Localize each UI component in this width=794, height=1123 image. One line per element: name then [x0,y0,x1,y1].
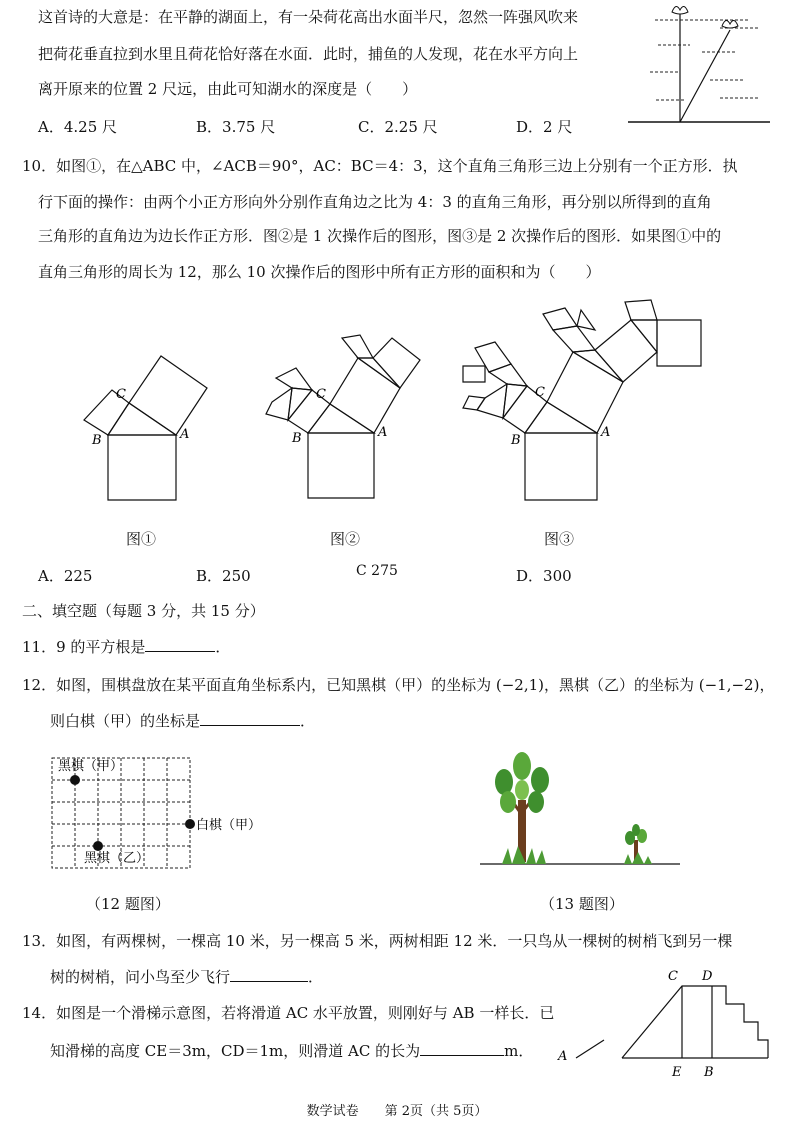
pythagoras-figure-1 [70,340,230,510]
two-trees-figure [480,740,680,870]
vertex-c-label: C [316,387,326,402]
q13-line-1: 13．如图，有两棵树，一棵高 10 米，另一棵高 5 米，两树相距 12 米．一只鸟从一棵树的树梢飞到另一棵 [22,932,733,950]
point-c-label: C [668,969,678,984]
q9-option-d: D．2 尺 [516,118,573,136]
black-jia-label: 黑棋（甲） [58,759,124,774]
q9-option-b: B．3.75 尺 [196,118,276,136]
point-d-label: D [702,969,713,984]
fig1-caption: 图① [126,530,157,548]
black-piece-jia [70,775,80,785]
vertex-a-label: A [378,425,388,440]
q14-line-1: 14．如图是一个滑梯示意图，若将滑道 AC 水平放置，则刚好与 AB 一样长．已 [22,1004,555,1022]
pythagoras-figure-2 [250,320,450,510]
point-e-label: E [672,1065,682,1080]
q9-option-c: C．2.25 尺 [358,118,438,136]
q9-option-a: A．4.25 尺 [38,118,117,136]
point-b-label: B [704,1065,714,1080]
q9-line-1: 这首诗的大意是：在平静的湖面上，有一朵荷花高出水面半尺，忽然一阵强风吹来 [38,8,579,26]
lotus-flower-icon [672,6,738,28]
vertex-a-label: A [180,427,190,442]
q13-caption: （13 题图） [540,895,624,913]
q10-line-2: 行下面的操作：由两个小正方形向外分别作直角边之比为 4：3 的直角三角形，再分别以所得到的直角 [38,193,712,211]
white-jia-label: 白棋（甲） [196,818,262,833]
q10-option-b: B．250 [196,567,251,585]
q10-option-d: D．300 [516,567,572,585]
go-board-figure [48,756,268,876]
q12-answer-blank[interactable] [200,711,300,726]
vertex-a-label: A [601,425,611,440]
q13-answer-blank[interactable] [230,967,308,982]
q10-option-c: C 275 [356,563,398,579]
small-tree-icon [624,824,652,864]
q11-answer-blank[interactable] [145,637,215,652]
fig2-caption: 图② [330,530,361,548]
point-a-label: A [558,1049,568,1064]
q12-line-2: 则白棋（甲）的坐标是 ． [50,712,316,730]
vertex-b-label: B [92,433,102,448]
black-piece-yi [93,841,103,851]
black-yi-label: 黑棋（乙） [84,851,150,866]
q13-line-2: 树的树梢，问小鸟至少飞行 ． [50,968,324,986]
section-2-title: 二、填空题（每题 3 分，共 15 分） [22,602,265,620]
big-tree-icon [495,752,549,864]
pythagoras-figure-3 [455,290,715,510]
q9-line-3: 离开原来的位置 2 尺远，由此可知湖水的深度是（ ） [38,80,418,98]
q11-text: 11．9 的平方根是 ． [22,638,231,656]
q9-line-2: 把荷花垂直拉到水里且荷花恰好落在水面．此时，捕鱼的人发现，花在水平方向上 [38,45,579,63]
q10-line-1: 10．如图①，在△ABC 中，∠ACB＝90°，AC：BC＝4：3，这个直角三角形三边上分别有一个正方形．执 [22,157,738,175]
q14-answer-blank[interactable] [420,1041,504,1056]
vertex-b-label: B [292,431,302,446]
vertex-b-label: B [511,433,521,448]
fig3-caption: 图③ [544,530,575,548]
q14-line-2: 知滑梯的高度 CE＝3m，CD＝1m，则滑道 AC 的长为 m． [50,1042,534,1060]
vertex-c-label: C [535,385,545,400]
q12-caption: （12 题图） [86,895,170,913]
lotus-lake-figure [620,0,780,130]
q10-line-3: 三角形的直角边为边长作正方形．图②是 1 次操作后的图形，图③是 2 次操作后的图形．如果图①中的 [38,227,722,245]
slide-figure [554,964,784,1084]
vertex-c-label: C [116,387,126,402]
white-piece-jia [185,819,195,829]
q12-line-1: 12．如图，围棋盘放在某平面直角坐标系内，已知黑棋（甲）的坐标为 (−2,1)，黑棋（乙）的坐标为 (−1,−2)， [22,676,775,694]
q10-option-a: A．225 [38,567,93,585]
q10-line-4: 直角三角形的周长为 12，那么 10 次操作后的图形中所有正方形的面积和为（ ） [38,263,601,281]
page-footer: 数学试卷 第 2页（共 5页） [306,1104,488,1119]
